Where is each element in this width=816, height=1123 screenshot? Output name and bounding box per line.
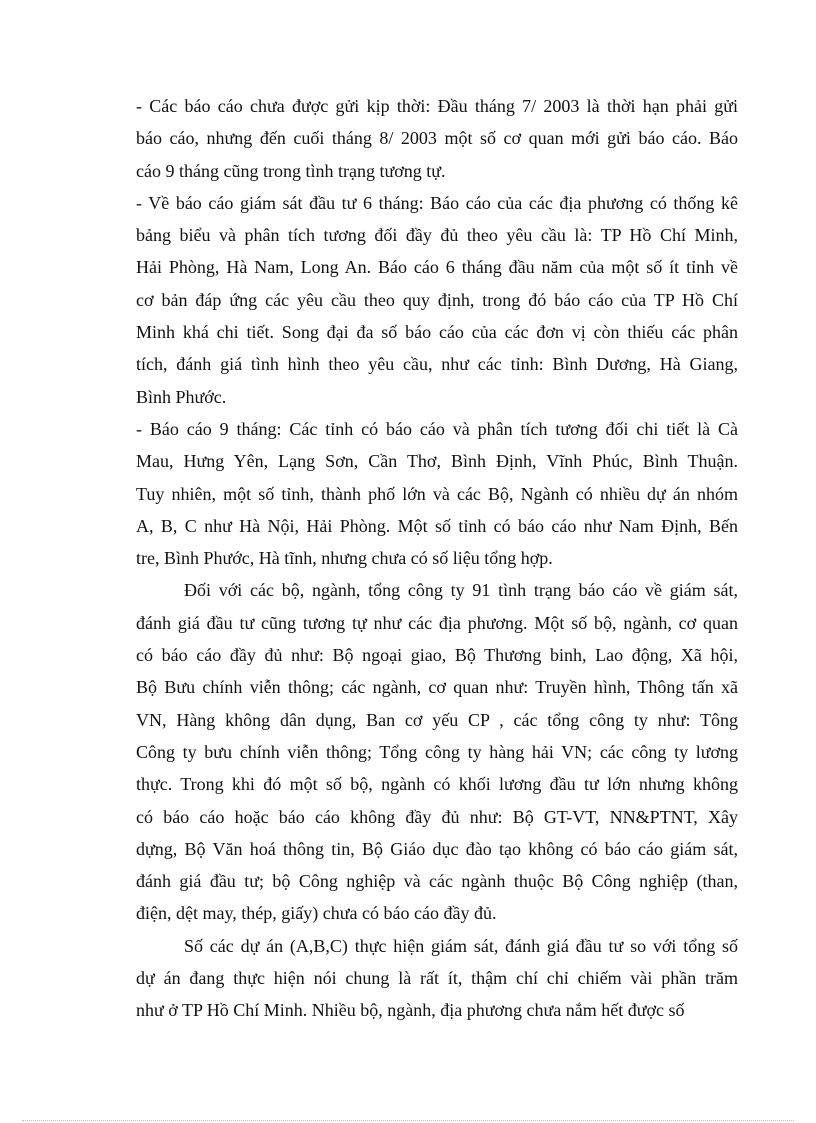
paragraph — [136, 413, 738, 574]
text-line: - Báo cáo 9 tháng: Các tỉnh có báo cáo và phân tích tương đối chi tiết là Cà — [136, 418, 738, 439]
text-line: dự án đang thực hiện nói chung là rất ít, thậm chí chỉ chiếm vài phần trăm — [136, 968, 738, 989]
text-line: đánh giá đầu tư; bộ Công nghiệp và các ngành thuộc Bộ Công nghiệp (than, — [136, 871, 738, 892]
paragraph — [136, 574, 738, 929]
text-line: bảng biểu và phân tích tương đối đầy đủ theo yêu cầu là: TP Hồ Chí Minh, — [136, 225, 738, 246]
text-line: - Về báo cáo giám sát đầu tư 6 tháng: Báo cáo của các địa phương có thống kê — [136, 192, 738, 213]
text-line: - Các báo cáo chưa được gửi kịp thời: Đầu tháng 7/ 2003 là thời hạn phải gửi — [136, 96, 738, 116]
text-line: Công ty bưu chính viễn thông; Tổng công ty hàng hải VN; các công ty lương — [136, 741, 738, 762]
text-line: Bình Phước. — [136, 386, 227, 407]
text-line: tre, Bình Phước, Hà tĩnh, nhưng chưa có số liệu tổng hợp. — [136, 548, 553, 569]
text-line: Tuy nhiên, một số tỉnh, thành phố lớn và các Bộ, Ngành có nhiều dự án nhóm — [136, 483, 738, 504]
text-line: Hải Phòng, Hà Nam, Long An. Báo cáo 6 tháng đầu năm của một số ít tỉnh về — [136, 257, 738, 278]
text-line: thực. Trong khi đó một số bộ, ngành có khối lương đầu tư lớn nhưng không — [136, 774, 738, 795]
text-line: tích, đánh giá tình hình theo yêu cầu, như các tỉnh: Bình Dương, Hà Giang, — [136, 354, 738, 375]
text-line: như ở TP Hồ Chí Minh. Nhiều bộ, ngành, địa phương chưa nắm hết được số — [136, 1000, 685, 1021]
text-line: Mau, Hưng Yên, Lạng Sơn, Cần Thơ, Bình Định, Vĩnh Phúc, Bình Thuận. — [136, 451, 738, 472]
page-bottom-border — [22, 1120, 794, 1121]
text-line: cơ bản đáp ứng các yêu cầu theo quy định, trong đó báo cáo của TP Hồ Chí — [136, 289, 738, 310]
text-line: A, B, C như Hà Nội, Hải Phòng. Một số tỉnh có báo cáo như Nam Định, Bến — [136, 515, 738, 536]
text-line: có báo cáo hoặc báo cáo không đầy đủ như: Bộ GT-VT, NN&PTNT, Xây — [136, 806, 738, 827]
text-line: đánh giá đầu tư cũng tương tự như các địa phương. Một số bộ, ngành, cơ quan — [136, 612, 738, 633]
text-line: Đối với các bộ, ngành, tổng công ty 91 tình trạng báo cáo về giám sát, — [184, 580, 738, 601]
text-line: Số các dự án (A,B,C) thực hiện giám sát, đánh giá đầu tư so với tổng số — [184, 935, 738, 956]
text-line: có báo cáo đầy đủ như: Bộ ngoại giao, Bộ Thương binh, Lao động, Xã hội, — [136, 645, 738, 666]
document-body — [136, 90, 738, 1027]
text-line: Minh khá chi tiết. Song đại đa số báo cáo của các đơn vị còn thiếu các phân — [136, 322, 738, 343]
paragraph — [136, 90, 738, 187]
text-line: điện, dệt may, thép, giấy) chưa có báo cáo đầy đủ. — [136, 903, 497, 924]
text-line: báo cáo, nhưng đến cuối tháng 8/ 2003 một số cơ quan mới gửi báo cáo. Báo — [136, 128, 738, 149]
text-line: Bộ Bưu chính viễn thông; các ngành, cơ quan như: Truyền hình, Thông tấn xã — [136, 677, 738, 698]
text-line: cáo 9 tháng cũng trong tình trạng tương tự. — [136, 160, 446, 181]
text-line: dựng, Bộ Văn hoá thông tin, Bộ Giáo dục đào tạo không có báo cáo giám sát, — [136, 838, 738, 859]
paragraph — [136, 187, 738, 413]
paragraph — [136, 930, 738, 1027]
text-line: VN, Hàng không dân dụng, Ban cơ yếu CP , các tổng công ty như: Tông — [136, 709, 738, 730]
